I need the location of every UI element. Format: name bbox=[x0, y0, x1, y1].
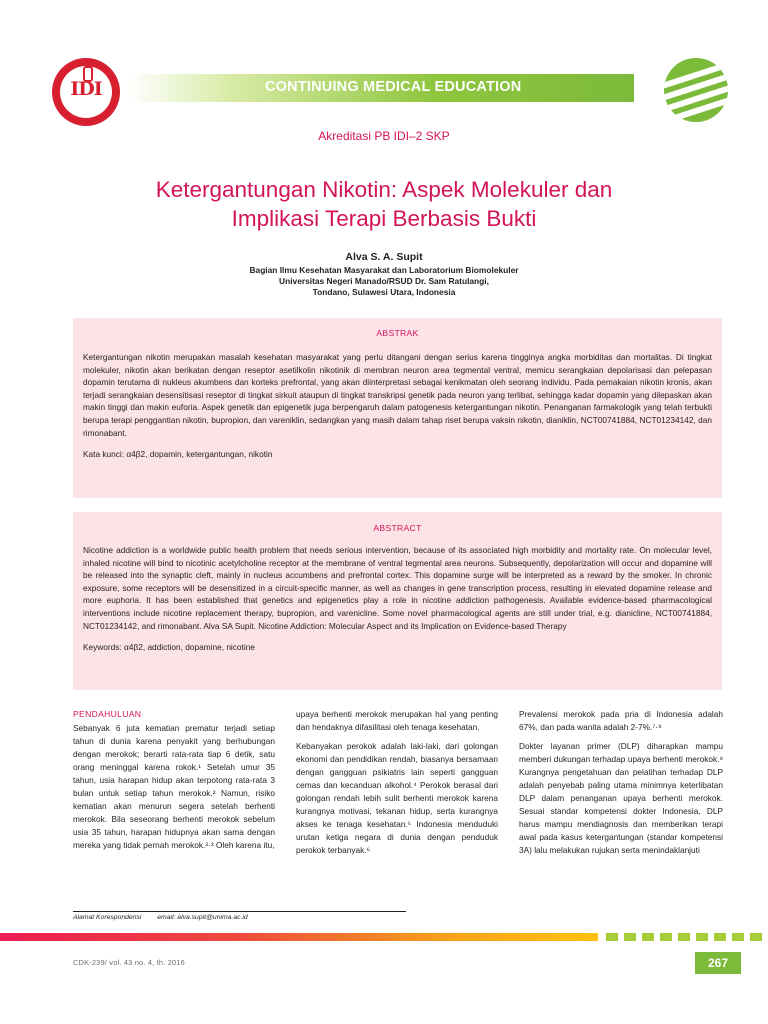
abstrak-text: Ketergantungan nikotin merupakan masalah kesehatan masyarakat yang perlu ditangani dengan serius karena tingginya angka morbiditas dan mortalitas. Di tingkat molekuler, nikotin akan berikatan dengan reseptor asetilkolin nikotinik di membran neuron area tegmental ventral, memicu serangkaian depolarisasi dan pelepasan dopamin terutama di nukleus akumbens dan korteks prefrontal, yang akan diinterpretasi sebagai kenikmatan oleh seorang individu. Pada pemakaian nikotin kronis, akan terjadi serangkaian desensitisasi reseptor di tingkat sirkuit ataupun di tingkat transkripsi genetik pada neuron yang terlibat, sehingga kadar dopamin yang dilepaskan akan makin tinggi dan makin euforia. Aspek genetik dan epigenetik juga berpengaruh dalam patogenesis ketergantungan nikotin. Penanganan farmakologik yang telah terbukti berupa terapi penggantian nikotin, bupropion, dan vareniklin, sedangkan yang masih dalam tahap riset berupa vaksin nikotin, dianiklin, NCT00741884, NCT01234142, dan rimonabant. bbox=[83, 352, 712, 438]
footer-square bbox=[750, 933, 762, 941]
abstract-text: Nicotine addiction is a worldwide public health problem that needs serious intervention, because of its associated high morbidity and mortality rate. On molecular level, inhaled nicotine will bind to nicotinic acetylcholine receptor at the membrane of ventral tegmental area neurons. Subsequently, depolarization will occur and dopamine will be released into the synaptic cleft, mainly in nucleus accumbens and prefrontal cortex. This dopamine surge will be interpreted as a reward by the smoker. In chronic exposure, some receptors will be desensitized in a circuit-specific manner, as well as changes in gene transcription process, resulting in elevated dopamine release and more euphoria. It has been established that genetics and epigenetics play a role in nicotine addiction pathogenesis. Available evidence-based pharmacological interventions include nicotine replacement therapy, bupropion, and varenicline. Some novel pharmacological agents are still under trial, e.g. dianicline, NCT00741884, NCT01234142, and rimonabant. Alva SA Supit. Nicotine Addiction: Molecular Aspect and its Implication on Evidence-based Therapy bbox=[83, 545, 712, 631]
abstract-box bbox=[73, 512, 722, 690]
correspondence-label: Alamat Korespondensi bbox=[73, 914, 142, 921]
affiliation-line1: Bagian Ilmu Kesehatan Masyarakat dan Laboratorium Biomolekuler bbox=[249, 265, 519, 275]
idi-logo bbox=[52, 58, 120, 126]
body-column-2 bbox=[296, 708, 498, 863]
paragraph: Prevalensi merokok pada pria di Indonesia adalah 67%, dan pada wanita adalah 2-7%.⁷·⁸ bbox=[519, 709, 723, 732]
section-heading: PENDAHULUAN bbox=[73, 709, 142, 719]
affiliation-line2: Universitas Negeri Manado/RSUD Dr. Sam Ratulangi, bbox=[279, 276, 489, 286]
footnote-divider bbox=[73, 911, 406, 912]
footer-square bbox=[624, 933, 636, 941]
page-number: 267 bbox=[695, 952, 741, 974]
accreditation-label: Akreditasi PB IDI–2 SKP bbox=[318, 129, 450, 143]
correspondence-email: email: alva.supit@unima.ac.id bbox=[157, 914, 248, 921]
body-column-1 bbox=[73, 708, 275, 858]
article-title-line1: Ketergantungan Nikotin: Aspek Molekuler dan bbox=[155, 177, 613, 202]
paragraph: Sebanyak 6 juta kematian prematur terjadi setiap tahun di dunia karena penyakit yang berhubungan dengan merokok; berarti rata-rata tiap 6 detik, satu orang meninggal karena rokok.¹ Setelah umur 35 tahun, usia harapan hidup akan terpotong rata-rata 3 bulan untuk setiap tahun merokok.² Namun, risiko kematian akan menurun segera setelah berhenti merokok. Bila seseorang berhenti merokok sebelum usia 35 tahun, harapan hidupnya akan sama dengan mereka yang tidak pernah merokok.²·³ Oleh karena itu, bbox=[73, 723, 275, 850]
article-title-line2: Implikasi Terapi Berbasis Bukti bbox=[231, 206, 537, 231]
journal-reference: CDK-239/ vol. 43 no. 4, th. 2016 bbox=[73, 958, 185, 967]
footer-square bbox=[696, 933, 708, 941]
footer-square bbox=[714, 933, 726, 941]
author-name: Alva S. A. Supit bbox=[345, 251, 423, 263]
correspondence-note bbox=[73, 914, 248, 921]
body-column-3 bbox=[519, 708, 723, 863]
abstrak-keywords: Kata kunci: α4β2, dopamin, ketergantungan, nikotin bbox=[83, 449, 273, 460]
author-affiliation bbox=[0, 265, 768, 298]
paragraph: Dokter layanan primer (DLP) diharapkan mampu memberi dukungan terhadap upaya berhenti merokok.⁹ Kurangnya pengetahuan dan pelatihan terhadap DLP adalah penyebab paling utama minimnya keterlibatan DLP dalam penanganan upaya berhenti merokok. Sesuai standar kompetensi dokter Indonesia, DLP harus mampu mendiagnosis dan memberikan terapi awal pada kasus ketergantungan (standar kompetensi 3A) lalu melakukan rujukan serta menindaklanjuti bbox=[519, 741, 723, 855]
cme-title: CONTINUING MEDICAL EDUCATION bbox=[265, 79, 522, 95]
abstract-keywords: Keywords: α4β2, addiction, dopamine, nicotine bbox=[83, 642, 255, 653]
affiliation-line3: Tondano, Sulawesi Utara, Indonesia bbox=[312, 287, 456, 297]
abstract-heading: ABSTRACT bbox=[373, 523, 422, 533]
footer-square bbox=[606, 933, 618, 941]
footer-square bbox=[660, 933, 672, 941]
article-title bbox=[0, 175, 768, 233]
abstrak-box bbox=[73, 318, 722, 498]
footer-square bbox=[732, 933, 744, 941]
footer-square bbox=[678, 933, 690, 941]
footer-square bbox=[642, 933, 654, 941]
paragraph: upaya berhenti merokok merupakan hal yang penting dan hendaknya difasilitasi oleh tenaga kesehatan. bbox=[296, 709, 498, 732]
abstrak-heading: ABSTRAK bbox=[376, 328, 419, 338]
footer-gradient-bar bbox=[0, 933, 598, 941]
paragraph: Kebanyakan perokok adalah laki-laki, dari golongan ekonomi dan pendidikan rendah, biasanya bersamaan dengan gangguan psikiatris lain seperti gangguan cemas dan kecanduan alkohol.⁴ Perokok berasal dari golongan rendah lebih sulit berhenti merokok karena kurangnya motivasi, tekanan hidup, serta kurangnya akses ke tenaga kesehatan.⁵ Indonesia menduduki urutan ketiga negara di dunia dengan penduduk perokok terbanyak.⁶ bbox=[296, 741, 498, 855]
cdk-globe-logo-icon bbox=[664, 58, 728, 122]
idi-logo-text: IDI bbox=[52, 78, 120, 100]
